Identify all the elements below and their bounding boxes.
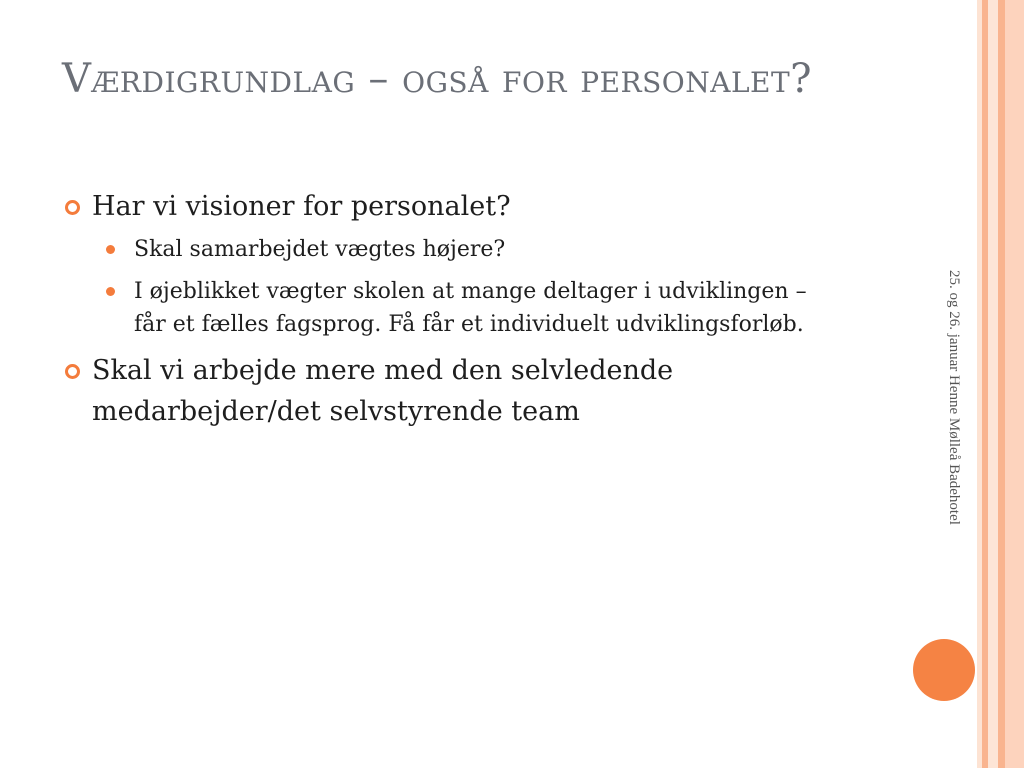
dot-bullet-icon (106, 287, 115, 296)
footer-side-text: 25. og 26. januar Henne Mølleå Badehotel (946, 270, 962, 525)
slide-content (62, 186, 822, 438)
bullet-level2 (62, 275, 822, 341)
decorative-stripe-5 (1005, 0, 1024, 768)
ring-bullet-icon (65, 200, 80, 215)
bullet-level2 (62, 233, 822, 266)
decorative-stripe-4 (998, 0, 1005, 768)
dot-bullet-icon (106, 245, 115, 254)
decorative-stripe-3 (988, 0, 998, 768)
ring-bullet-icon (65, 364, 80, 379)
bullet-level1 (62, 186, 822, 227)
bullet-level1 (62, 350, 822, 432)
bullet-text: Skal samarbejdet vægtes højere? (134, 237, 506, 262)
bullet-text: Skal vi arbejde mere med den selvledende medarbejder/det selvstyrende team (92, 355, 674, 427)
slide-title: Værdigrundlag – også for personalet? (62, 56, 813, 102)
bullet-text: I øjeblikket vægter skolen at mange deltager i udviklingen – får et fælles fagsprog. Få får et individuelt udviklingsforløb. (134, 279, 807, 337)
bullet-text: Har vi visioner for personalet? (92, 191, 511, 222)
orange-circle-decoration (913, 639, 975, 701)
